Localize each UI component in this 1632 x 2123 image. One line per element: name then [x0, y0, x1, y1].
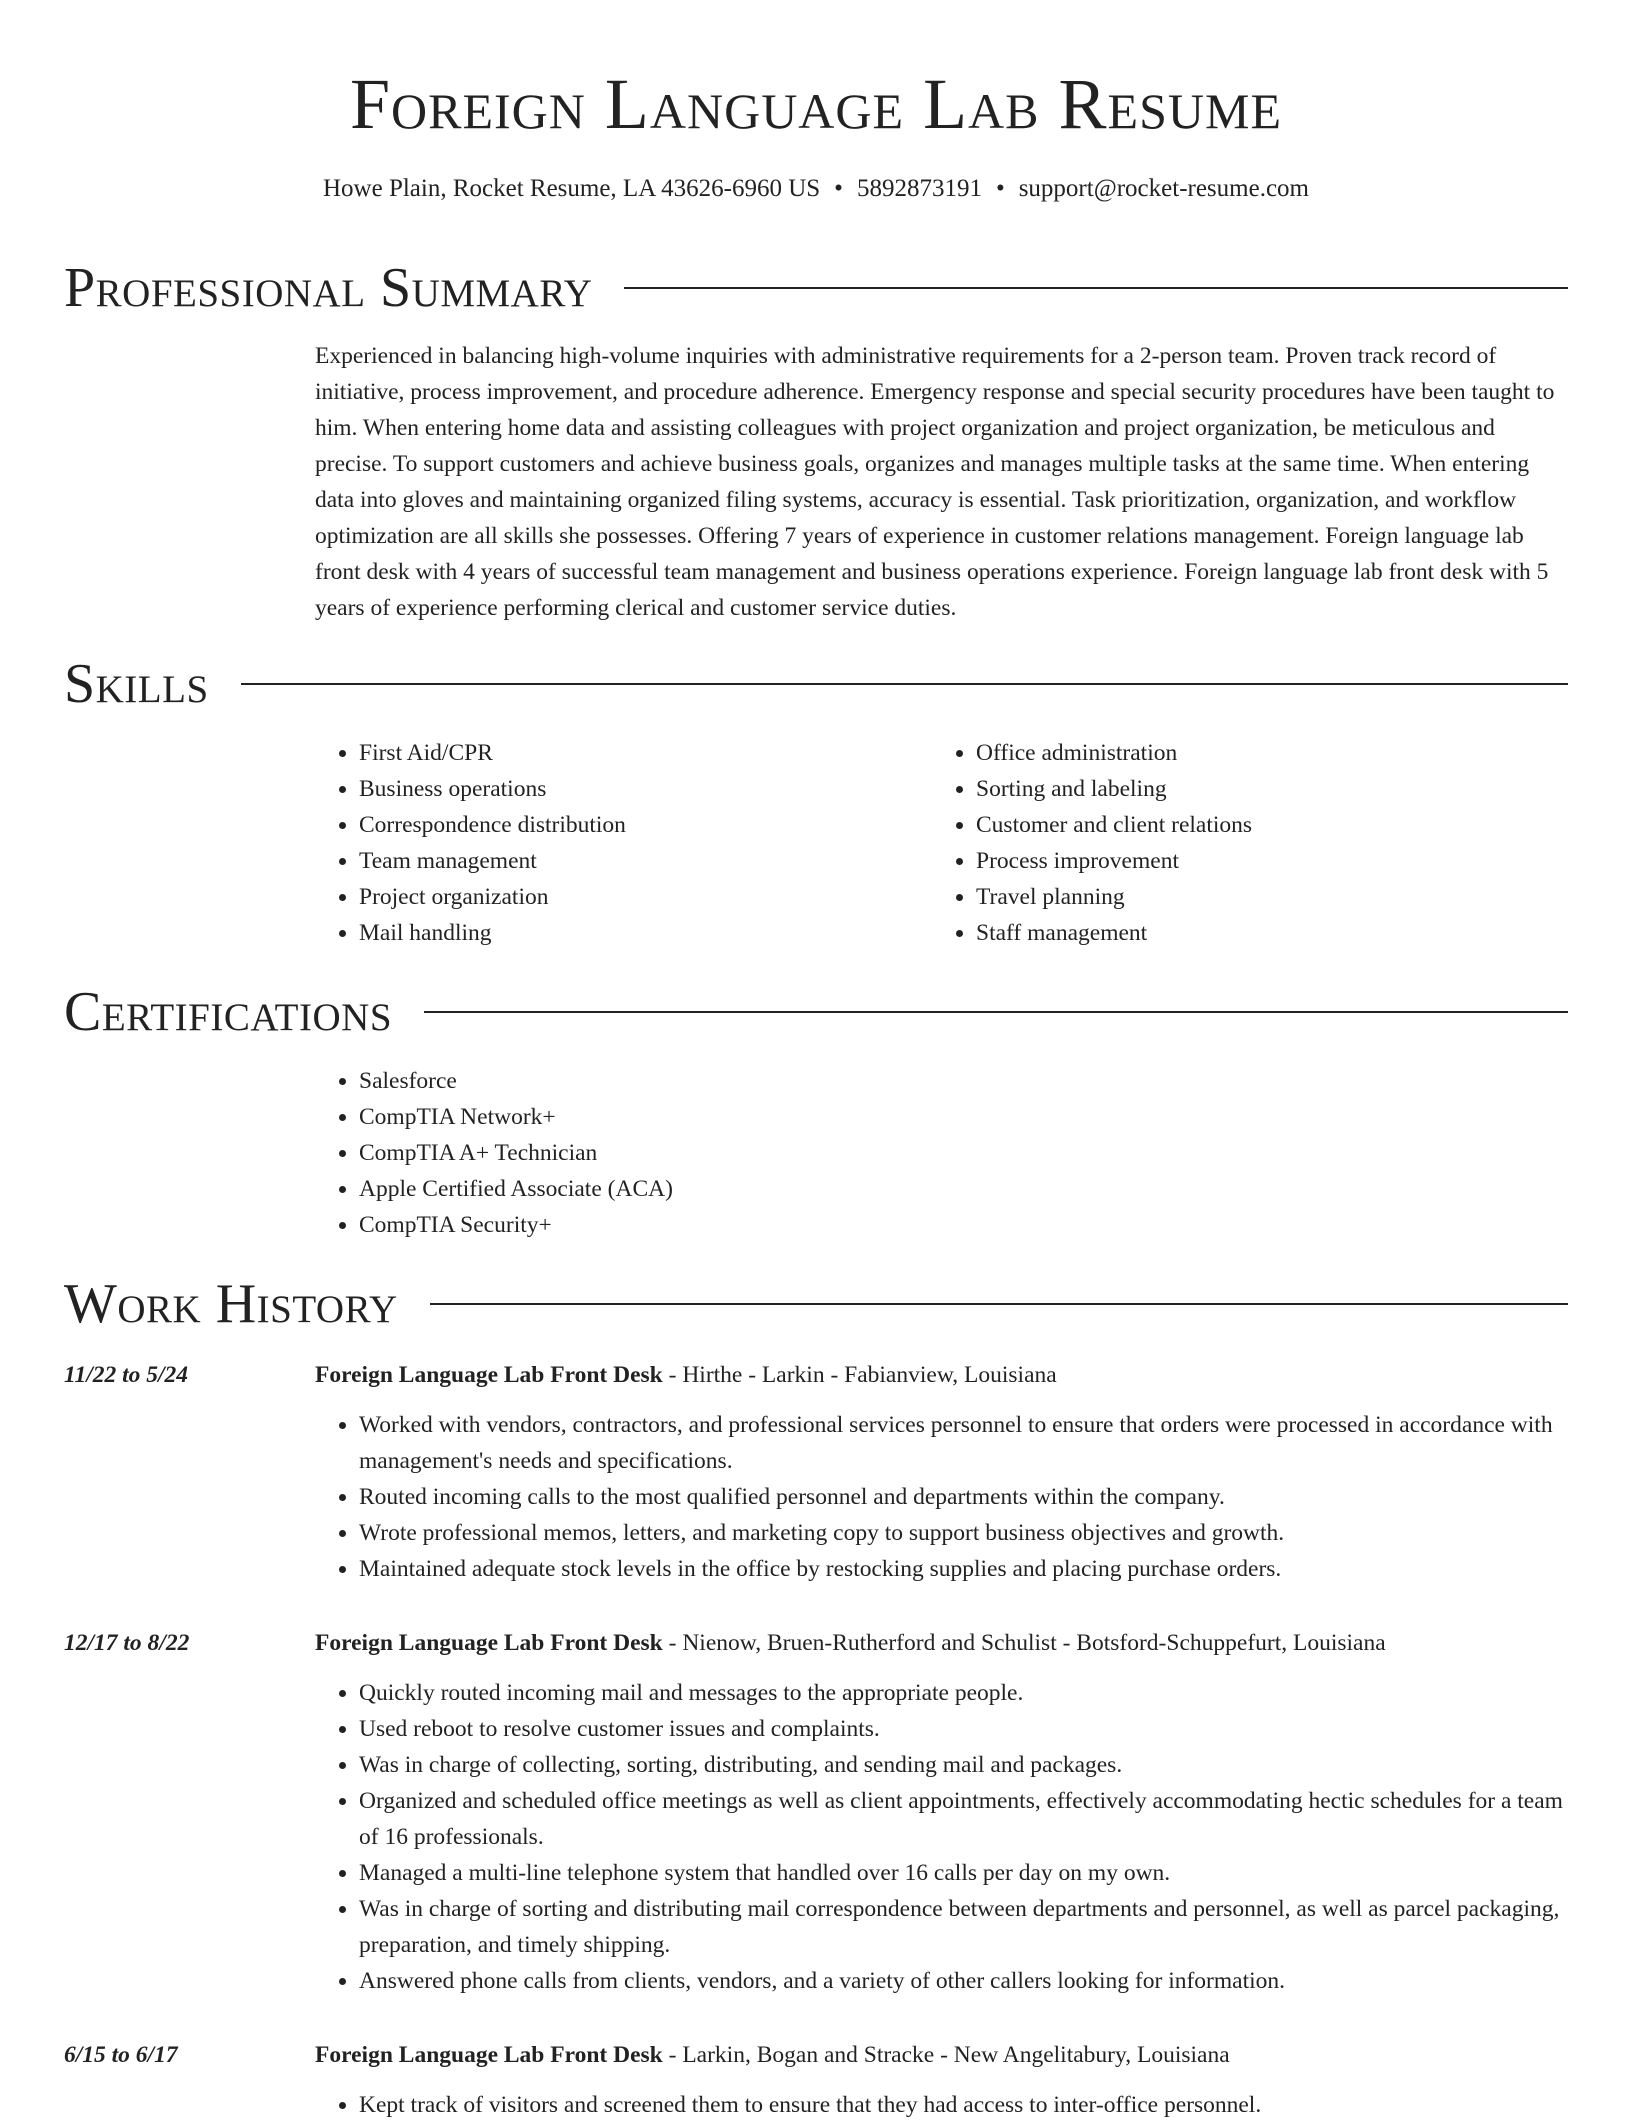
job-bullet: • Wrote professional memos, letters, and marketing copy to support business objectives and growth. — [359, 1515, 1568, 1551]
section-divider — [624, 287, 1568, 289]
job-bullet: • Maintained adequate stock levels in the office by restocking supplies and placing purchase orders. — [359, 1551, 1568, 1587]
job-dates: 6/15 to 6/17 — [64, 2042, 178, 2068]
email: support@rocket-resume.com — [1018, 175, 1309, 202]
job-bullets — [315, 2087, 1568, 2123]
skill-item: • Team management — [359, 843, 939, 879]
job-company: - Hirthe - Larkin - Fabianview, Louisiana — [662, 1362, 1057, 1388]
resume-title: Foreign Language Lab Resume — [349, 64, 1282, 144]
job-title-line — [315, 1625, 1568, 1661]
skills-list-left — [315, 735, 939, 951]
skill-item: • Correspondence distribution — [359, 807, 939, 843]
resume-page — [64, 0, 1568, 2118]
skill-item: • Mail handling — [359, 915, 939, 951]
section-divider — [430, 1303, 1568, 1305]
section-title: Professional Summary — [64, 257, 593, 319]
job-title: Foreign Language Lab Front Desk — [315, 1630, 663, 1656]
skill-item: • Office administration — [976, 735, 1556, 771]
job-title-line — [315, 1357, 1568, 1393]
job-bullets — [315, 1675, 1568, 1999]
summary-text: Experienced in balancing high-volume inquiries with administrative requirements for a 2-person team. Proven track record of initiative, process improvement, and procedure adherence. Emergency response and special security procedures have been taught to him. When entering home data and assisting colleagues with project organization and project organization, be meticulous and precise. To support customers and achieve business goals, organizes and manages multiple tasks at the same time. When entering data into gloves and maintaining organized filing systems, accuracy is essential. Task prioritization, organization, and workflow optimization are all skills she possesses. Offering 7 years of experience in customer relations management. Foreign language lab front desk with 4 years of successful team management and business operations experience. Foreign language lab front desk with 5 years of experience performing clerical and customer service duties. — [315, 343, 1555, 621]
skill-item: • Process improvement — [976, 843, 1556, 879]
job-bullet: • Kept track of visitors and screened them to ensure that they had access to inter-office personnel. — [359, 2087, 1568, 2123]
job-bullet: • Managed a multi-line telephone system that handled over 16 calls per day on my own. — [359, 1855, 1568, 1891]
section-divider — [424, 1011, 1568, 1013]
certification-item: • CompTIA Network+ — [359, 1099, 1159, 1135]
certifications-list — [315, 1063, 1159, 1243]
job-bullets — [315, 1407, 1568, 1587]
summary-section-heading — [64, 258, 1568, 318]
job-bullet: • Organized and scheduled office meetings as well as client appointments, effectively accommodating hectic schedules for a team of 16 professionals. — [359, 1783, 1568, 1855]
section-title: Skills — [64, 653, 209, 715]
work-history-section-heading — [64, 1274, 1568, 1334]
job-bullet: • Used reboot to resolve customer issues and complaints. — [359, 1711, 1568, 1747]
skill-item: • Sorting and labeling — [976, 771, 1556, 807]
section-title: Work History — [64, 1273, 398, 1335]
job-bullet: • Worked with vendors, contractors, and professional services personnel to ensure that orders were processed in accordance with management's needs and specifications. — [359, 1407, 1568, 1479]
address: Howe Plain, Rocket Resume, LA 43626-6960 US — [322, 175, 821, 202]
section-divider — [241, 683, 1568, 685]
phone: 5892873191 — [856, 175, 982, 202]
certification-item: • CompTIA A+ Technician — [359, 1135, 1159, 1171]
skill-item: • Project organization — [359, 879, 939, 915]
skill-item: • First Aid/CPR — [359, 735, 939, 771]
certifications-section-heading — [64, 982, 1568, 1042]
job-title: Foreign Language Lab Front Desk — [315, 2042, 663, 2068]
job-dates: 11/22 to 5/24 — [64, 1362, 189, 1388]
job-bullet: • Was in charge of sorting and distributing mail correspondence between departments and personnel, as well as parcel packaging, preparation, and timely shipping. — [359, 1891, 1568, 1963]
job-title-line — [315, 2037, 1568, 2073]
job-company: - Nienow, Bruen-Rutherford and Schulist - Botsford-Schuppefurt, Louisiana — [662, 1630, 1386, 1656]
skill-item: • Travel planning — [976, 879, 1556, 915]
separator: • — [995, 175, 1005, 202]
certification-item: • Apple Certified Associate (ACA) — [359, 1171, 1159, 1207]
job-bullet: • Routed incoming calls to the most qualified personnel and departments within the company. — [359, 1479, 1568, 1515]
job-bullet: • Quickly routed incoming mail and messages to the appropriate people. — [359, 1675, 1568, 1711]
job-bullet: • Was in charge of collecting, sorting, distributing, and sending mail and packages. — [359, 1747, 1568, 1783]
section-title: Certifications — [64, 981, 393, 1043]
contact-line — [64, 174, 1568, 204]
certification-item: • CompTIA Security+ — [359, 1207, 1159, 1243]
job-dates: 12/17 to 8/22 — [64, 1630, 190, 1656]
job-title: Foreign Language Lab Front Desk — [315, 1362, 663, 1388]
separator: • — [834, 175, 843, 202]
job-company: - Larkin, Bogan and Stracke - New Angelitabury, Louisiana — [662, 2042, 1230, 2068]
job-bullet: • Answered phone calls from clients, vendors, and a variety of other callers looking for information. — [359, 1963, 1568, 1999]
certification-item: • Salesforce — [359, 1063, 1159, 1099]
skill-item: • Customer and client relations — [976, 807, 1556, 843]
skill-item: • Business operations — [359, 771, 939, 807]
skill-item: • Staff management — [976, 915, 1556, 951]
skills-section-heading — [64, 654, 1568, 714]
skills-list-right — [932, 735, 1556, 951]
